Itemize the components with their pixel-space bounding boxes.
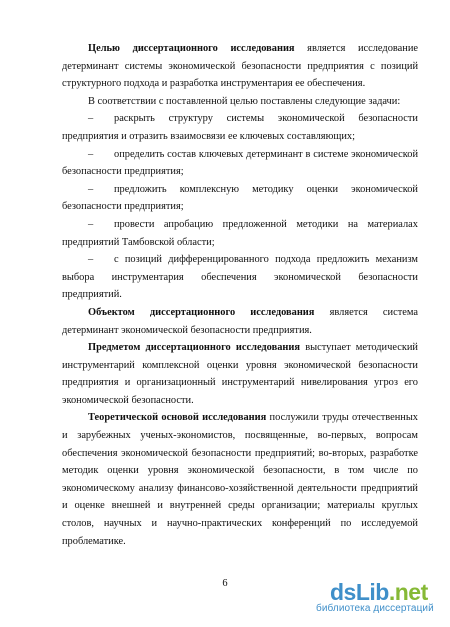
task-item-4 [62, 216, 418, 251]
document-body [62, 40, 418, 550]
paragraph-subject [62, 339, 418, 409]
task-item-4-text: провести апробацию предложенной методики на материалах предприятий Тамбовской области; [62, 218, 418, 248]
paragraph-subject-bold: Предметом диссертационного исследования [88, 342, 301, 354]
task-item-2-dash: – [88, 148, 94, 160]
paragraph-goal-bold: Целью диссертационного исследования [88, 43, 295, 54]
task-item-4-dash: – [88, 218, 94, 230]
dslib-logo-part2: Lib [355, 579, 389, 605]
task-item-5-dash: – [88, 254, 94, 266]
task-item-2-text: определить состав ключевых детерминант в системе экономической безопасности предприятия; [62, 148, 418, 178]
dslib-logo-part1: ds [330, 579, 356, 605]
paragraph-subject-text: выступает методический инструментарий комплексной оценки уровня экономической безопасности предприятия и организационный инструментарий нивелирования угроз его экономической безопасности. [62, 342, 418, 406]
task-item-5-text: с позиций дифференцированного подхода предложить механизм выбора инструментария обеспечения экономической безопасности предприятий. [62, 254, 418, 301]
dslib-logo [330, 579, 428, 605]
task-item-1-text: раскрыть структуру системы экономической безопасности предприятия и отразить взаимосвязи ее ключевых составляющих; [62, 113, 418, 142]
task-item-5 [62, 251, 418, 304]
paragraph-tasks-intro-text: В соответствии с поставленной целью поставлены следующие задачи: [88, 95, 401, 107]
task-item-3 [62, 181, 418, 216]
task-item-1 [62, 110, 418, 145]
task-item-3-dash: – [88, 183, 94, 195]
dslib-subtitle: библиотека диссертаций [316, 603, 434, 614]
paragraph-theory-bold: Теоретической основой исследования [88, 412, 267, 424]
task-item-3-text: предложить комплексную методику оценки экономической безопасности предприятия; [62, 183, 418, 213]
paragraph-object-bold: Объектом диссертационного исследования [88, 306, 315, 318]
paragraph-theory-text: послужили труды отечественных и зарубежных ученых-экономистов, посвященные, во-первых, вопросам обеспечения экономической безопасности предприятий; во-вторых, разработке методик оценки уровня экономической безопасности, в том числе по экономическому анализу финансово-хозяйственной деятельности предприятий и оценке внешней и внутренней среды организации; материалы круглых столов, научных и научно-практических конференций по исследуемой проблематике. [62, 412, 419, 547]
paragraph-object [62, 304, 418, 339]
paragraph-goal-text: является исследование детерминант системы экономической безопасности предприятия с позиций структурного подхода и разработка инструментария ее обеспечения. [62, 43, 419, 90]
task-item-1-dash: – [88, 113, 94, 125]
paragraph-object-text: является система детерминант экономической безопасности предприятия. [62, 306, 418, 336]
paragraph-goal [62, 40, 418, 93]
task-item-2 [62, 146, 418, 181]
paragraph-theory [62, 409, 418, 550]
paragraph-tasks-intro [62, 93, 418, 111]
page-number: 6 [222, 578, 228, 589]
dslib-logo-part3: .net [388, 579, 428, 605]
dslib-watermark[interactable] [316, 579, 436, 619]
